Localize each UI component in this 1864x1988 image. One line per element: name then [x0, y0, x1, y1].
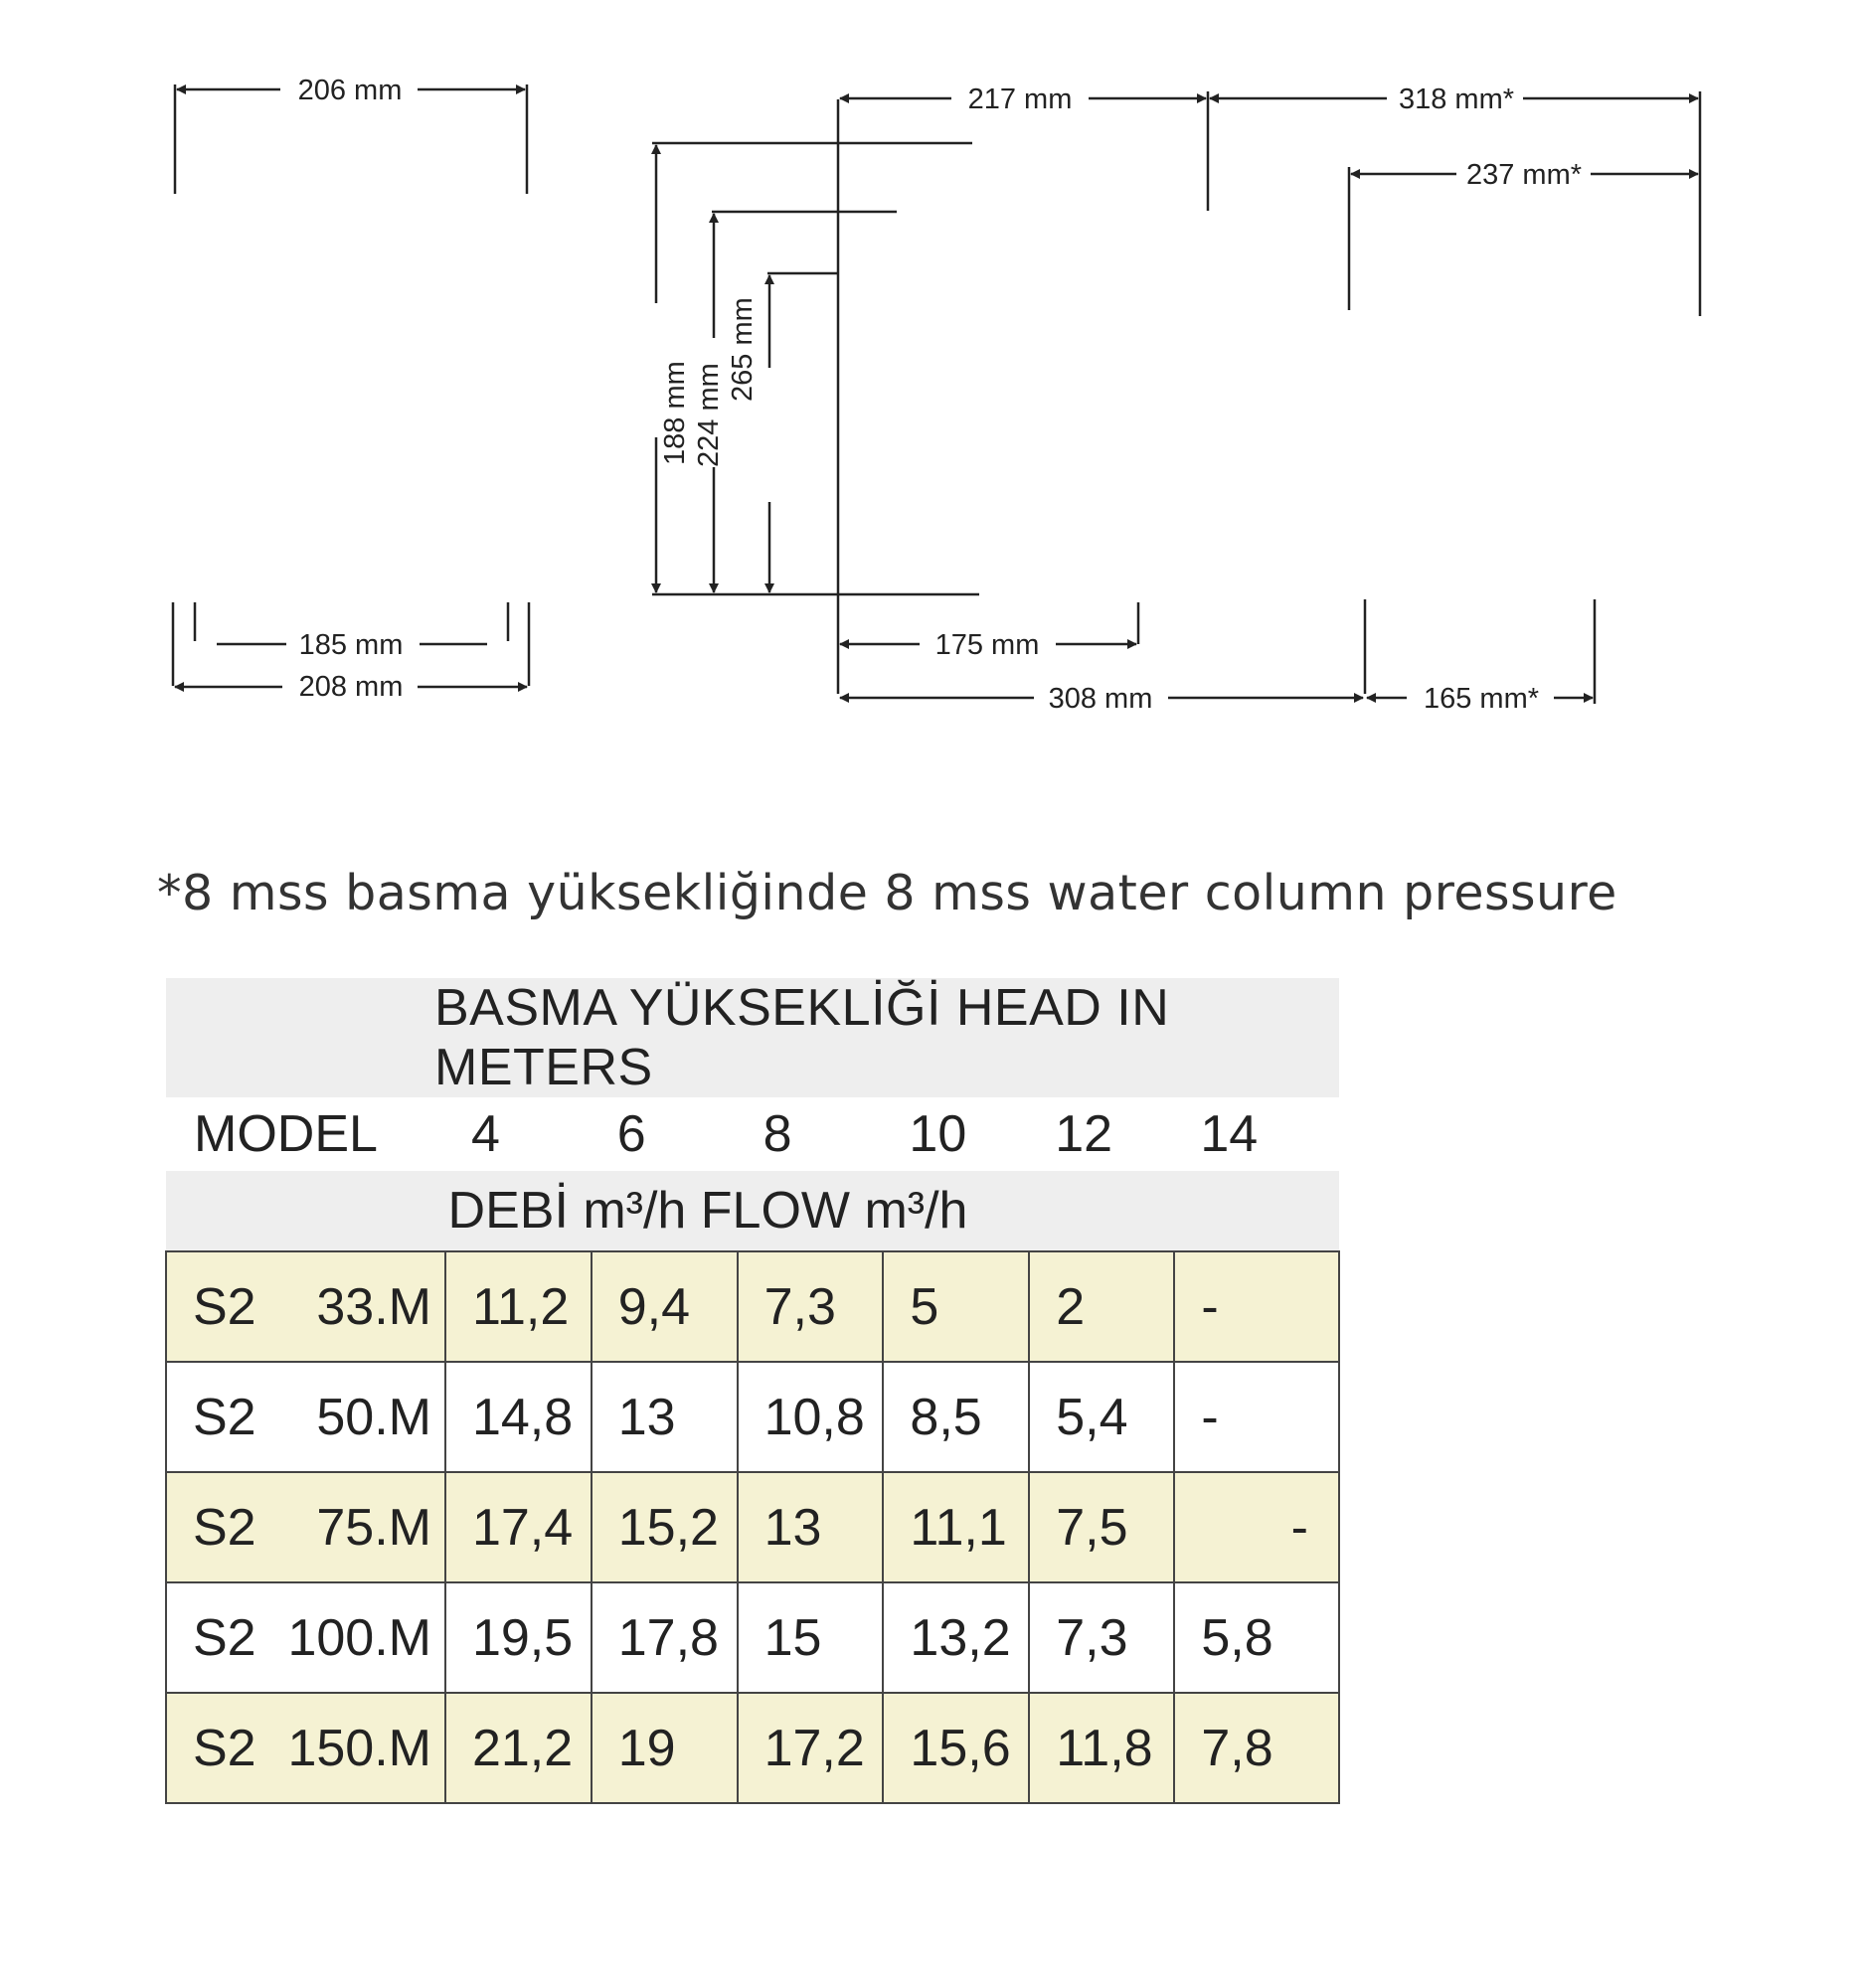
label-front-bottom-outer: 208 mm — [298, 671, 404, 703]
label-front-top: 206 mm — [297, 75, 403, 106]
table-row — [166, 1582, 1339, 1693]
flow-cell: 9,4 — [592, 1251, 738, 1362]
label-right-top-inner: 237 mm* — [1465, 159, 1583, 191]
flow-cell: 2 — [1029, 1251, 1174, 1362]
flow-cell: 15,2 — [592, 1472, 738, 1582]
head-columns-row — [166, 1097, 1339, 1171]
model-prefix: S2 — [193, 1388, 256, 1446]
label-side-h224: 224 mm — [693, 363, 725, 467]
label-front-bottom-inner: 185 mm — [298, 629, 404, 661]
label-side-top: 217 mm — [967, 83, 1073, 115]
flow-cell: 5,4 — [1029, 1362, 1174, 1472]
flow-cell: 11,2 — [445, 1251, 592, 1362]
model-name: 100.M — [287, 1608, 431, 1667]
flow-cell: 14,8 — [445, 1362, 592, 1472]
flow-cell: 5 — [883, 1251, 1029, 1362]
flow-cell: 8,5 — [883, 1362, 1029, 1472]
model-header: MODEL — [166, 1097, 445, 1171]
flow-cell: - — [1174, 1362, 1339, 1472]
flow-band-row — [166, 1171, 1339, 1251]
label-right-top-outer: 318 mm* — [1398, 83, 1515, 115]
head-col-14: 14 — [1174, 1097, 1339, 1171]
flow-cell: 21,2 — [445, 1693, 592, 1803]
label-side-bottom-outer: 308 mm — [1048, 683, 1153, 715]
front-view-outline — [173, 84, 529, 686]
model-cell — [166, 1472, 445, 1582]
performance-table — [165, 978, 1340, 1804]
model-prefix: S2 — [193, 1608, 256, 1667]
label-side-h265: 265 mm — [727, 297, 759, 402]
flow-cell: 7,5 — [1029, 1472, 1174, 1582]
label-side-h188: 188 mm — [659, 361, 691, 465]
flow-cell: 11,8 — [1029, 1693, 1174, 1803]
flow-cell: 15,6 — [883, 1693, 1029, 1803]
model-prefix: S2 — [193, 1277, 256, 1336]
table-row — [166, 1251, 1339, 1362]
label-side-bottom-inner: 175 mm — [934, 629, 1040, 661]
model-name: 50.M — [316, 1388, 431, 1446]
model-prefix: S2 — [193, 1719, 256, 1777]
flow-cell: 17,4 — [445, 1472, 592, 1582]
flow-cell: 7,3 — [1029, 1582, 1174, 1693]
head-band-title: BASMA YÜKSEKLİĞİ HEAD IN METERS — [166, 978, 1339, 1097]
flow-cell: 5,8 — [1174, 1582, 1339, 1693]
table-row — [166, 1693, 1339, 1803]
flow-band-title: DEBİ m³/h FLOW m³/h — [166, 1171, 1339, 1251]
flow-cell: - — [1174, 1251, 1339, 1362]
flow-cell: 13 — [738, 1472, 884, 1582]
model-name: 33.M — [316, 1277, 431, 1336]
head-band-row — [166, 978, 1339, 1097]
head-col-10: 10 — [883, 1097, 1029, 1171]
flow-cell: 13 — [592, 1362, 738, 1472]
side-view-outline — [652, 91, 1365, 694]
flow-cell: 17,8 — [592, 1582, 738, 1693]
head-col-6: 6 — [592, 1097, 738, 1171]
head-col-8: 8 — [738, 1097, 884, 1171]
flow-cell: 11,1 — [883, 1472, 1029, 1582]
model-name: 75.M — [316, 1498, 431, 1557]
dimension-drawing — [0, 0, 1864, 795]
flow-cell: 10,8 — [738, 1362, 884, 1472]
flow-cell: 7,8 — [1174, 1693, 1339, 1803]
model-cell — [166, 1693, 445, 1803]
flow-cell: 17,2 — [738, 1693, 884, 1803]
footnote: *8 mss basma yüksekliğinde 8 mss water column pressure — [157, 865, 1617, 921]
flow-cell: 7,3 — [738, 1251, 884, 1362]
model-name: 150.M — [287, 1719, 431, 1777]
model-prefix: S2 — [193, 1498, 256, 1557]
label-right-bottom: 165 mm* — [1423, 683, 1540, 715]
head-col-12: 12 — [1029, 1097, 1174, 1171]
table-row — [166, 1362, 1339, 1472]
flow-cell: 15 — [738, 1582, 884, 1693]
model-cell — [166, 1362, 445, 1472]
model-cell — [166, 1251, 445, 1362]
flow-cell: - — [1174, 1472, 1339, 1582]
head-col-4: 4 — [445, 1097, 592, 1171]
table-row — [166, 1472, 1339, 1582]
flow-cell: 19,5 — [445, 1582, 592, 1693]
flow-cell: 19 — [592, 1693, 738, 1803]
flow-cell: 13,2 — [883, 1582, 1029, 1693]
model-cell — [166, 1582, 445, 1693]
